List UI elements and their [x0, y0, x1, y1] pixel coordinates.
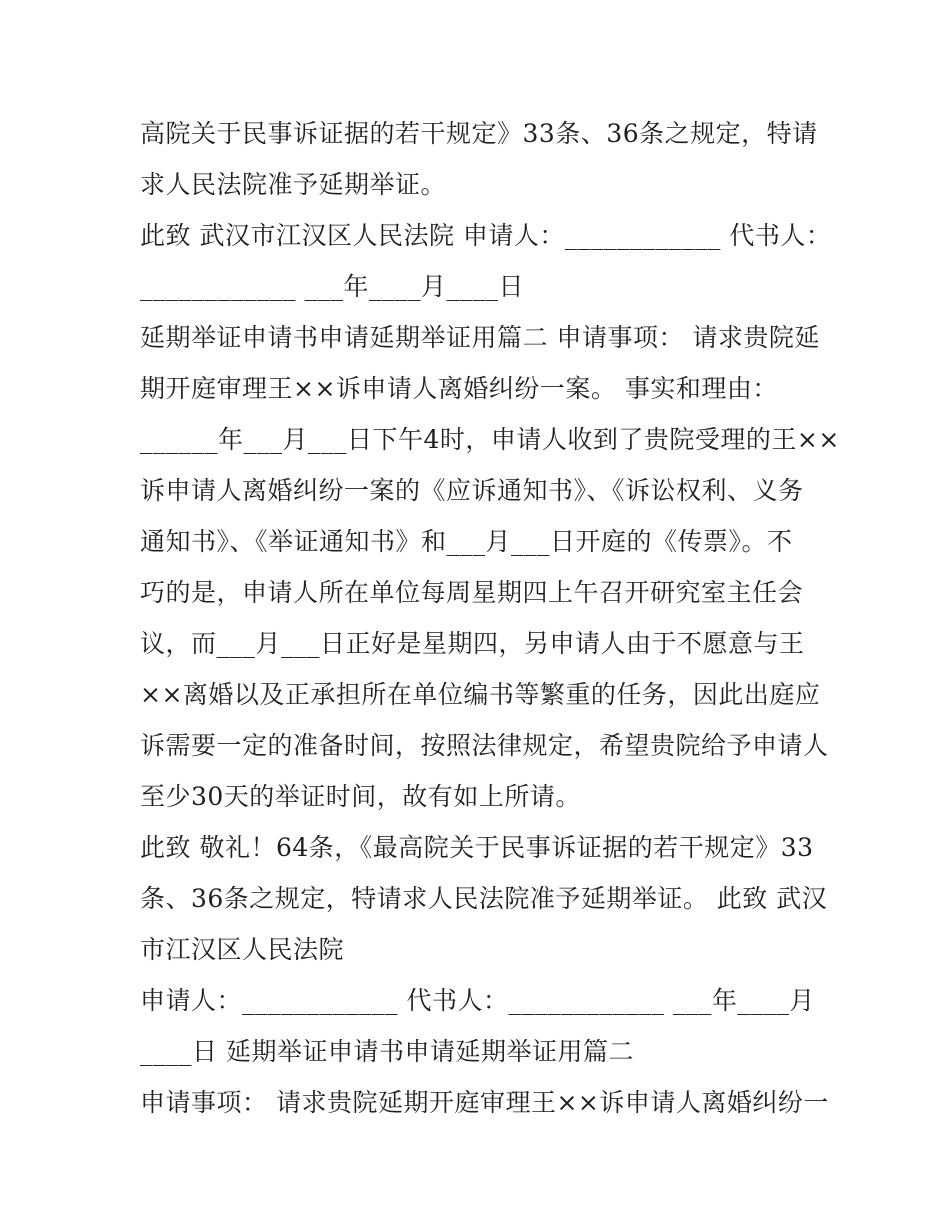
document-body	[140, 108, 840, 1128]
text-line: 此致 敬礼！64条，《最高院关于民事诉证据的若干规定》33	[140, 833, 814, 862]
text-line: 延期举证申请书申请延期举证用篇二 申请事项： 请求贵院延	[140, 323, 820, 352]
text-line: 市江汉区人民法院	[140, 935, 345, 964]
text-line: 诉需要一定的准备时间，按照法律规定，希望贵院给予申请人	[140, 731, 829, 760]
text-line: 议，而___月___日正好是星期四，另申请人由于不愿意与王	[140, 629, 805, 658]
text-line: 申请人：____________ 代书人：____________ ___年____月	[140, 986, 815, 1015]
text-line: 至少30天的举证时间，故有如上所请。	[140, 782, 581, 811]
text-line: 通知书》、《举证通知书》和___月___日开庭的《传票》。不	[140, 527, 793, 556]
text-line: 申请事项： 请求贵院延期开庭审理王××诉申请人离婚纠纷一	[140, 1088, 829, 1117]
text-line: 条、36条之规定，特请求人民法院准予延期举证。 此致 武汉	[140, 884, 828, 913]
text-line: 期开庭审理王××诉申请人离婚纠纷一案。 事实和理由：	[140, 374, 778, 403]
text-line: 高院关于民事诉证据的若干规定》33条、36条之规定，特请	[140, 119, 818, 148]
text-line: 诉申请人离婚纠纷一案的《应诉通知书》、《诉讼权利、义务	[140, 476, 804, 505]
text-line: ××离婚以及正承担所在单位编书等繁重的任务，因此出庭应	[140, 680, 821, 709]
text-line: ____________ ___年____月____日	[140, 272, 524, 301]
text-line: 此致 武汉市江汉区人民法院 申请人：____________ 代书人：	[140, 221, 832, 250]
text-line: 求人民法院准予延期举证。	[140, 170, 447, 199]
text-line: ____日 延期举证申请书申请延期举证用篇二	[140, 1037, 634, 1066]
text-line: ______年___月___日下午4时，申请人收到了贵院受理的王××	[140, 425, 840, 454]
text-line: 巧的是，申请人所在单位每周星期四上午召开研究室主任会	[140, 578, 804, 607]
